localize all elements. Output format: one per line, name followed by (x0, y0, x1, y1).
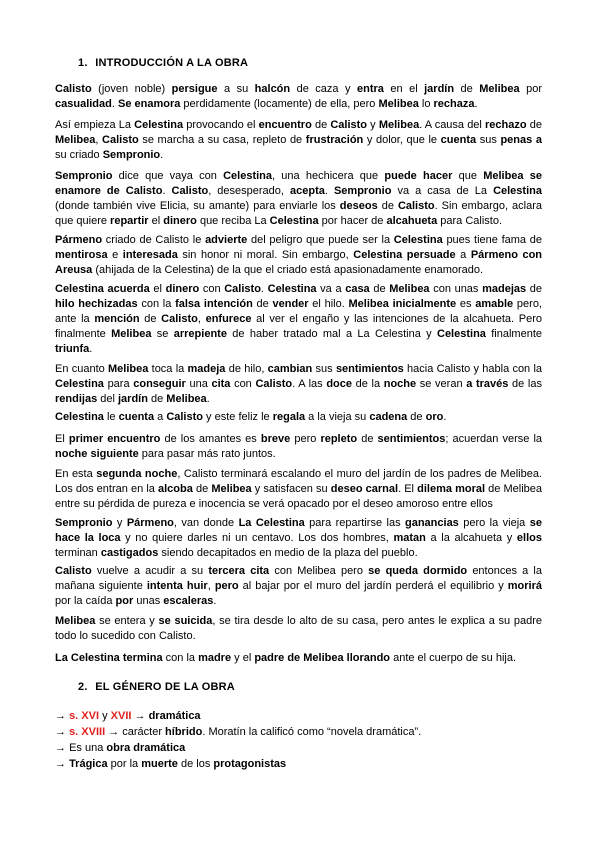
text-run: es (456, 298, 476, 310)
section-heading-introduccion (78, 56, 248, 71)
text-run: y (367, 119, 379, 131)
bold-text: La Celestina (238, 517, 305, 529)
text-run: de los amantes es (160, 433, 261, 445)
bold-text: Melibea (211, 483, 252, 495)
bold-text: Se enamora (117, 98, 181, 110)
bold-text: alcoba (158, 483, 193, 495)
paragraph-4 (55, 233, 542, 278)
section-title: EL GÉNERO DE LA OBRA (95, 681, 235, 693)
text-run: e (107, 249, 123, 261)
text-run: de (369, 283, 390, 295)
text-run: lo (418, 98, 434, 110)
text-run: pero (290, 433, 321, 445)
text-run: a la vieja su (305, 411, 370, 423)
text-run: va a casa de La (391, 185, 494, 197)
text-run: para Calisto. (437, 215, 503, 227)
bold-text: se queda dormido (368, 565, 468, 577)
text-run: perdidamente (locamente) de ella, pero (180, 98, 379, 110)
text-run: . (206, 393, 210, 405)
bold-text: vender (272, 298, 309, 310)
text-run: se marcha a su casa, repleto de (138, 134, 306, 146)
text-run: y (99, 710, 111, 722)
text-run: . (162, 185, 172, 197)
text-run: . A causa del (419, 119, 486, 131)
bold-text: segunda noche (96, 468, 178, 480)
bold-text: falsa intención (175, 298, 253, 310)
text-run: que reciba La (196, 215, 270, 227)
text-run: de (357, 433, 378, 445)
bold-text: Calisto (161, 313, 198, 325)
bold-text: madre (198, 652, 232, 664)
bold-text: Sempronio (102, 149, 161, 161)
text-run: . (160, 149, 164, 161)
text-run: con (199, 283, 225, 295)
bold-text: pero (214, 580, 239, 592)
section-number: 2. (78, 681, 88, 693)
text-run: de (252, 298, 273, 310)
bold-text: dinero (163, 215, 197, 227)
bold-text: amable (475, 298, 514, 310)
bold-text: escaleras (163, 595, 214, 607)
text-run: de los (177, 758, 214, 770)
text-run: Es una (69, 742, 107, 754)
bold-text: Melibea (378, 119, 420, 131)
bold-text: triunfa (55, 343, 90, 355)
text-run: se (151, 328, 174, 340)
text-run: En esta (55, 468, 97, 480)
paragraph-1 (55, 82, 542, 112)
bold-text: interesada (122, 249, 178, 261)
text-run: sus (312, 363, 336, 375)
bold-text: primer encuentro (68, 433, 161, 445)
paragraph-6 (55, 362, 542, 407)
text-run: En cuanto (55, 363, 109, 375)
bold-text: Celestina (393, 234, 443, 246)
text-run: s. XVIII (69, 726, 106, 738)
bold-text: Melibea (479, 83, 520, 95)
text-run: de (407, 411, 426, 423)
bold-text: Celestina (55, 411, 104, 423)
bold-text: frustración (305, 134, 364, 146)
text-run: (joven noble) (91, 83, 172, 95)
bold-text: Melibea (108, 363, 149, 375)
text-run: sin honor ni moral. Sin embargo, (177, 249, 354, 261)
bold-text: acepta (290, 185, 325, 197)
paragraph-13 (55, 651, 542, 666)
text-run: → (131, 710, 149, 722)
text-run: , van donde (173, 517, 239, 529)
bold-text: rechazo (485, 119, 527, 131)
bold-text: Calisto (55, 83, 92, 95)
text-run: . (474, 98, 478, 110)
paragraph-2 (55, 118, 542, 163)
text-run: XVII (110, 710, 132, 722)
section-title: INTRODUCCIÓN A LA OBRA (95, 57, 249, 69)
text-run: con la (137, 298, 176, 310)
text-run: , una hechicera que (272, 170, 385, 182)
bold-text: ganancias (405, 517, 459, 529)
text-run: de (147, 393, 167, 405)
text-run: con unas (429, 283, 483, 295)
bold-text: Calisto (330, 119, 368, 131)
bold-text: padre de Melibea llorando (254, 652, 391, 664)
bold-text: sentimientos (377, 433, 446, 445)
arrow-right-icon: → (55, 742, 70, 754)
text-run: , (197, 313, 206, 325)
text-run: de (526, 283, 542, 295)
text-run: . (213, 595, 217, 607)
bold-text: noche (383, 378, 417, 390)
text-run: ante el cuerpo de su hija. (390, 652, 517, 664)
section-number: 1. (78, 57, 88, 69)
bold-text: rendijas (55, 393, 98, 405)
text-run: , (207, 580, 215, 592)
bold-text: Celestina (134, 119, 184, 131)
text-run: le (103, 411, 119, 423)
bold-text: casa (345, 283, 370, 295)
text-run: ; acuerdan verse la (445, 433, 543, 445)
text-run: de (311, 119, 331, 131)
text-run: entonces a la mañana siguiente (55, 565, 542, 592)
bold-text: Calisto (55, 565, 92, 577)
text-run: con (230, 378, 256, 390)
bold-text: Calisto (255, 378, 293, 390)
paragraph-10 (55, 516, 542, 561)
text-run: (donde también vive Elicia, su amante) para enviarle los (55, 200, 340, 212)
paragraph-7 (55, 410, 542, 425)
text-run: por la (107, 758, 142, 770)
bold-text: a través (466, 378, 509, 390)
text-run: por (519, 83, 542, 95)
bold-text: intenta huir (146, 580, 208, 592)
bold-text: Melibea (389, 283, 430, 295)
bold-text: Calisto (397, 200, 435, 212)
text-run: . (324, 185, 334, 197)
text-run: de (377, 200, 398, 212)
bold-text: Melibea (166, 393, 207, 405)
bold-text: hilo hechizadas (55, 298, 138, 310)
text-run: se veran (416, 378, 467, 390)
bold-text: a (535, 134, 542, 146)
text-run: → carácter (105, 726, 166, 738)
text-run: Así empieza La (55, 119, 135, 131)
bold-text: regala (272, 411, 306, 423)
text-run: . (111, 98, 118, 110)
bold-text: cuenta (118, 411, 155, 423)
text-run: a (455, 249, 471, 261)
bold-text: breve (260, 433, 291, 445)
text-run: de la (352, 378, 384, 390)
paragraph-11 (55, 564, 542, 609)
text-run: sus (476, 134, 501, 146)
bold-text: muerte (141, 758, 178, 770)
bold-text: rechaza (433, 98, 475, 110)
bold-text: Melibea se enamore de Calisto (55, 170, 542, 197)
bold-text: halcón (254, 83, 291, 95)
bold-text: cambian (267, 363, 313, 375)
text-run: al bajar por el muro del jardín perderá el equilibrio y (238, 580, 508, 592)
text-run: una (185, 378, 212, 390)
bold-text: Celestina (269, 215, 319, 227)
bold-text: Calisto (166, 411, 203, 423)
paragraph-9 (55, 467, 542, 512)
bold-text: protagonistas (213, 758, 287, 770)
text-run: de (139, 313, 162, 325)
bold-text: castigados (100, 547, 159, 559)
bold-text: ellos (516, 532, 542, 544)
text-run: va a (316, 283, 346, 295)
text-run: . Sin embargo, aclara que quiere (55, 200, 542, 227)
text-run: s. XVI (69, 710, 100, 722)
bold-text: Celestina (223, 170, 273, 182)
list-item (55, 756, 542, 772)
bold-text: enfurece (205, 313, 252, 325)
paragraph-12 (55, 614, 542, 644)
bold-text: deseo carnal (330, 483, 399, 495)
bold-text: dilema moral (417, 483, 486, 495)
text-run: de (526, 119, 542, 131)
text-run: dice que vaya con (112, 170, 224, 182)
bold-text: madejas (482, 283, 527, 295)
bold-text: mentirosa (55, 249, 108, 261)
bold-text: penas (500, 134, 533, 146)
bold-text: Pármeno (126, 517, 174, 529)
bold-text: alcahueta (386, 215, 438, 227)
bold-text: Celestina (493, 185, 542, 197)
bold-text: mención (94, 313, 140, 325)
text-run: criado de Calisto le (102, 234, 206, 246)
bold-text: Celestina (267, 283, 317, 295)
bold-text: conseguir (133, 378, 186, 390)
text-run: y no quiere darles ni un centavo. Los dos hombres, (120, 532, 394, 544)
list-item (55, 740, 542, 756)
bold-text: Celestina persuade (353, 249, 456, 261)
bold-text: persigue (171, 83, 218, 95)
bold-text: repleto (320, 433, 358, 445)
bold-text: Melibea (378, 98, 419, 110)
text-run: el (148, 215, 164, 227)
text-run: a la alcahueta y (425, 532, 517, 544)
bold-text: cadena (369, 411, 408, 423)
text-run: y este feliz le (203, 411, 273, 423)
bold-text: advierte (205, 234, 248, 246)
text-run: de las (508, 378, 542, 390)
text-run: pero, ante la (55, 298, 542, 325)
text-run: al ver el engaño y las intenciones de la alcahueta. Pero finalmente (55, 313, 542, 340)
text-run: de hilo, (225, 363, 268, 375)
text-run: de (454, 83, 480, 95)
paragraph-3 (55, 169, 542, 229)
text-run: de caza y (290, 83, 357, 95)
arrow-right-icon: → (55, 758, 70, 770)
text-run: (ahijada de la Celestina) de la que el criado está apasionadamente enamorado. (92, 264, 484, 276)
text-run: y dolor, que le (363, 134, 441, 146)
text-run: pero la vieja (458, 517, 530, 529)
bold-text: Melibea (55, 615, 96, 627)
text-run: en el (383, 83, 425, 95)
text-run: El (55, 433, 69, 445)
text-run: de haber tratado mal a La Celestina y (226, 328, 437, 340)
bold-text: Melibea (55, 134, 96, 146)
text-run: y el (231, 652, 255, 664)
bold-text: Calisto (171, 185, 209, 197)
bold-text: arrepiente (173, 328, 227, 340)
text-run: pues tiene fama de (442, 234, 542, 246)
text-run: , Calisto terminará escalando el muro del jardín de los padres de Melibea. Los dos entran en la (55, 468, 542, 495)
paragraph-8 (55, 432, 542, 462)
bold-text: entra (356, 83, 384, 95)
text-run: unas (133, 595, 164, 607)
text-run: para pasar más rato juntos. (138, 448, 276, 460)
bold-text: híbrido (165, 726, 203, 738)
bold-text: Melibea (111, 328, 152, 340)
text-run: del peligro que puede ser la (247, 234, 394, 246)
bold-text: Sempronio (333, 185, 392, 197)
text-run: . (443, 411, 447, 423)
genre-list (55, 708, 542, 772)
bold-text: oro (425, 411, 444, 423)
paragraph-5 (55, 282, 542, 357)
text-run: vuelve a acudir a su (91, 565, 209, 577)
text-run: terminan (55, 547, 101, 559)
text-run: hacia Calisto y habla con la (403, 363, 543, 375)
text-run: a (154, 411, 167, 423)
text-run: su criado (55, 149, 103, 161)
text-run: por hacer de (318, 215, 387, 227)
bold-text: Celestina (55, 378, 104, 390)
bold-text: cuenta (440, 134, 477, 146)
arrow-right-icon: → (55, 710, 70, 722)
bold-text: jardín (117, 393, 148, 405)
bold-text: doce (326, 378, 352, 390)
bold-text: deseos (339, 200, 378, 212)
bold-text: dinero (165, 283, 200, 295)
text-run: y satisfacen su (251, 483, 331, 495)
text-run: con la (162, 652, 199, 664)
bold-text: Trágica (69, 758, 108, 770)
bold-text: Sempronio (55, 517, 113, 529)
bold-text: cita (211, 378, 231, 390)
text-run: por la caída (55, 595, 116, 607)
bold-text: morirá (507, 580, 542, 592)
text-run: , desesperado, (208, 185, 291, 197)
bold-text: se suicida (158, 615, 213, 627)
text-run: provocando el (183, 119, 259, 131)
list-item (55, 724, 542, 740)
bold-text: sentimientos (335, 363, 404, 375)
bold-text: tercera cita (208, 565, 270, 577)
bold-text: Pármeno con Areusa (55, 249, 543, 276)
text-run: y (112, 517, 127, 529)
text-run: , (95, 134, 103, 146)
text-run: para repartirse las (304, 517, 405, 529)
bold-text: Calisto (224, 283, 261, 295)
bold-text: dramática (148, 710, 201, 722)
bold-text: Calisto (102, 134, 139, 146)
text-run: para (103, 378, 134, 390)
text-run: del (97, 393, 118, 405)
text-run: de (192, 483, 212, 495)
text-run: finalmente (485, 328, 543, 340)
bold-text: jardín (424, 83, 455, 95)
bold-text: casualidad (55, 98, 112, 110)
text-run: . Moratín la calificó como “novela dramática”. (202, 726, 422, 738)
bold-text: se hace la loca (55, 517, 542, 544)
section-heading-genero (78, 680, 235, 695)
text-run: el (149, 283, 166, 295)
text-run: a su (217, 83, 255, 95)
bold-text: Celestina acuerda (55, 283, 150, 295)
text-run: que (452, 170, 484, 182)
text-run: siendo decapitados en medio de la plaza del pueblo. (158, 547, 418, 559)
bold-text: puede hacer (384, 170, 453, 182)
text-run: . El (398, 483, 418, 495)
bold-text: obra dramática (106, 742, 186, 754)
text-run: de Melibea entre su pérdida de pureza e inocencia se verá opacado por el deseo amoroso entre ellos (55, 483, 543, 510)
bold-text: Melibea inicialmente (348, 298, 457, 310)
bold-text: madeja (187, 363, 226, 375)
text-run: toca la (148, 363, 188, 375)
text-run: con Melibea pero (269, 565, 369, 577)
bold-text: repartir (110, 215, 149, 227)
bold-text: Pármeno (55, 234, 103, 246)
bold-text: matan (393, 532, 426, 544)
text-run: . (260, 283, 268, 295)
arrow-right-icon: → (55, 726, 70, 738)
bold-text: encuentro (258, 119, 312, 131)
list-item (55, 708, 542, 724)
bold-text: Celestina (437, 328, 486, 340)
bold-text: Sempronio (55, 170, 113, 182)
bold-text: La Celestina termina (55, 652, 163, 664)
bold-text: noche siguiente (55, 448, 139, 460)
text-run: se entera y (95, 615, 159, 627)
text-run: . (89, 343, 93, 355)
bold-text: por (115, 595, 134, 607)
text-run: el hilo. (308, 298, 349, 310)
text-run: . A las (292, 378, 327, 390)
text-run: , se tira desde lo alto de su casa, pero antes le explica a su padre todo lo sucedido con Calisto. (55, 615, 542, 642)
